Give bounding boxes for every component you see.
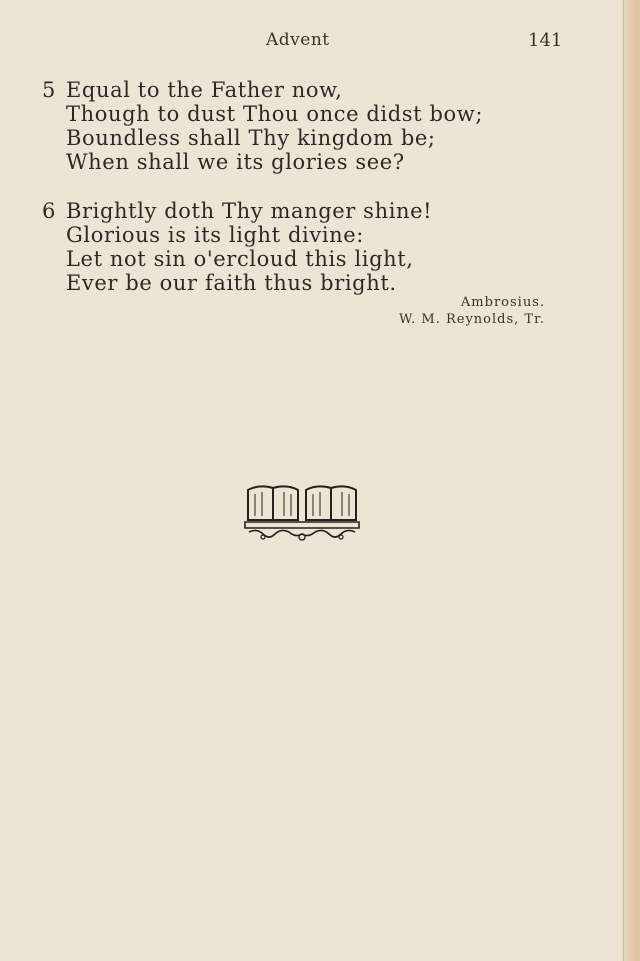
stanza-line: When shall we its glories see? xyxy=(66,150,405,174)
page-edge xyxy=(622,0,640,961)
page-number: 141 xyxy=(528,30,563,51)
running-title: Advent xyxy=(266,30,330,50)
stanza-6 xyxy=(42,199,432,295)
stanza-line: Though to dust Thou once didst bow; xyxy=(66,102,483,126)
stanza-line: Boundless shall Thy kingdom be; xyxy=(66,126,436,150)
stanza-number: 6 xyxy=(42,199,56,223)
stanza-5 xyxy=(42,78,483,174)
translator-attribution: W. M. Reynolds, Tr. xyxy=(399,312,545,327)
stanza-line: Ever be our faith thus bright. xyxy=(66,271,397,295)
ornamental-book-end-icon xyxy=(243,482,361,548)
line-text: Equal to the Father now, xyxy=(66,78,343,102)
stanza-line xyxy=(42,199,432,223)
stanza-number: 5 xyxy=(42,78,56,102)
stanza-line: Let not sin o'ercloud this light, xyxy=(66,247,414,271)
stanza-line: Glorious is its light divine: xyxy=(66,223,364,247)
author-attribution: Ambrosius. xyxy=(460,295,545,310)
stanza-line xyxy=(42,78,483,102)
line-text: Brightly doth Thy manger shine! xyxy=(66,199,433,223)
page-edge-line xyxy=(623,0,624,961)
